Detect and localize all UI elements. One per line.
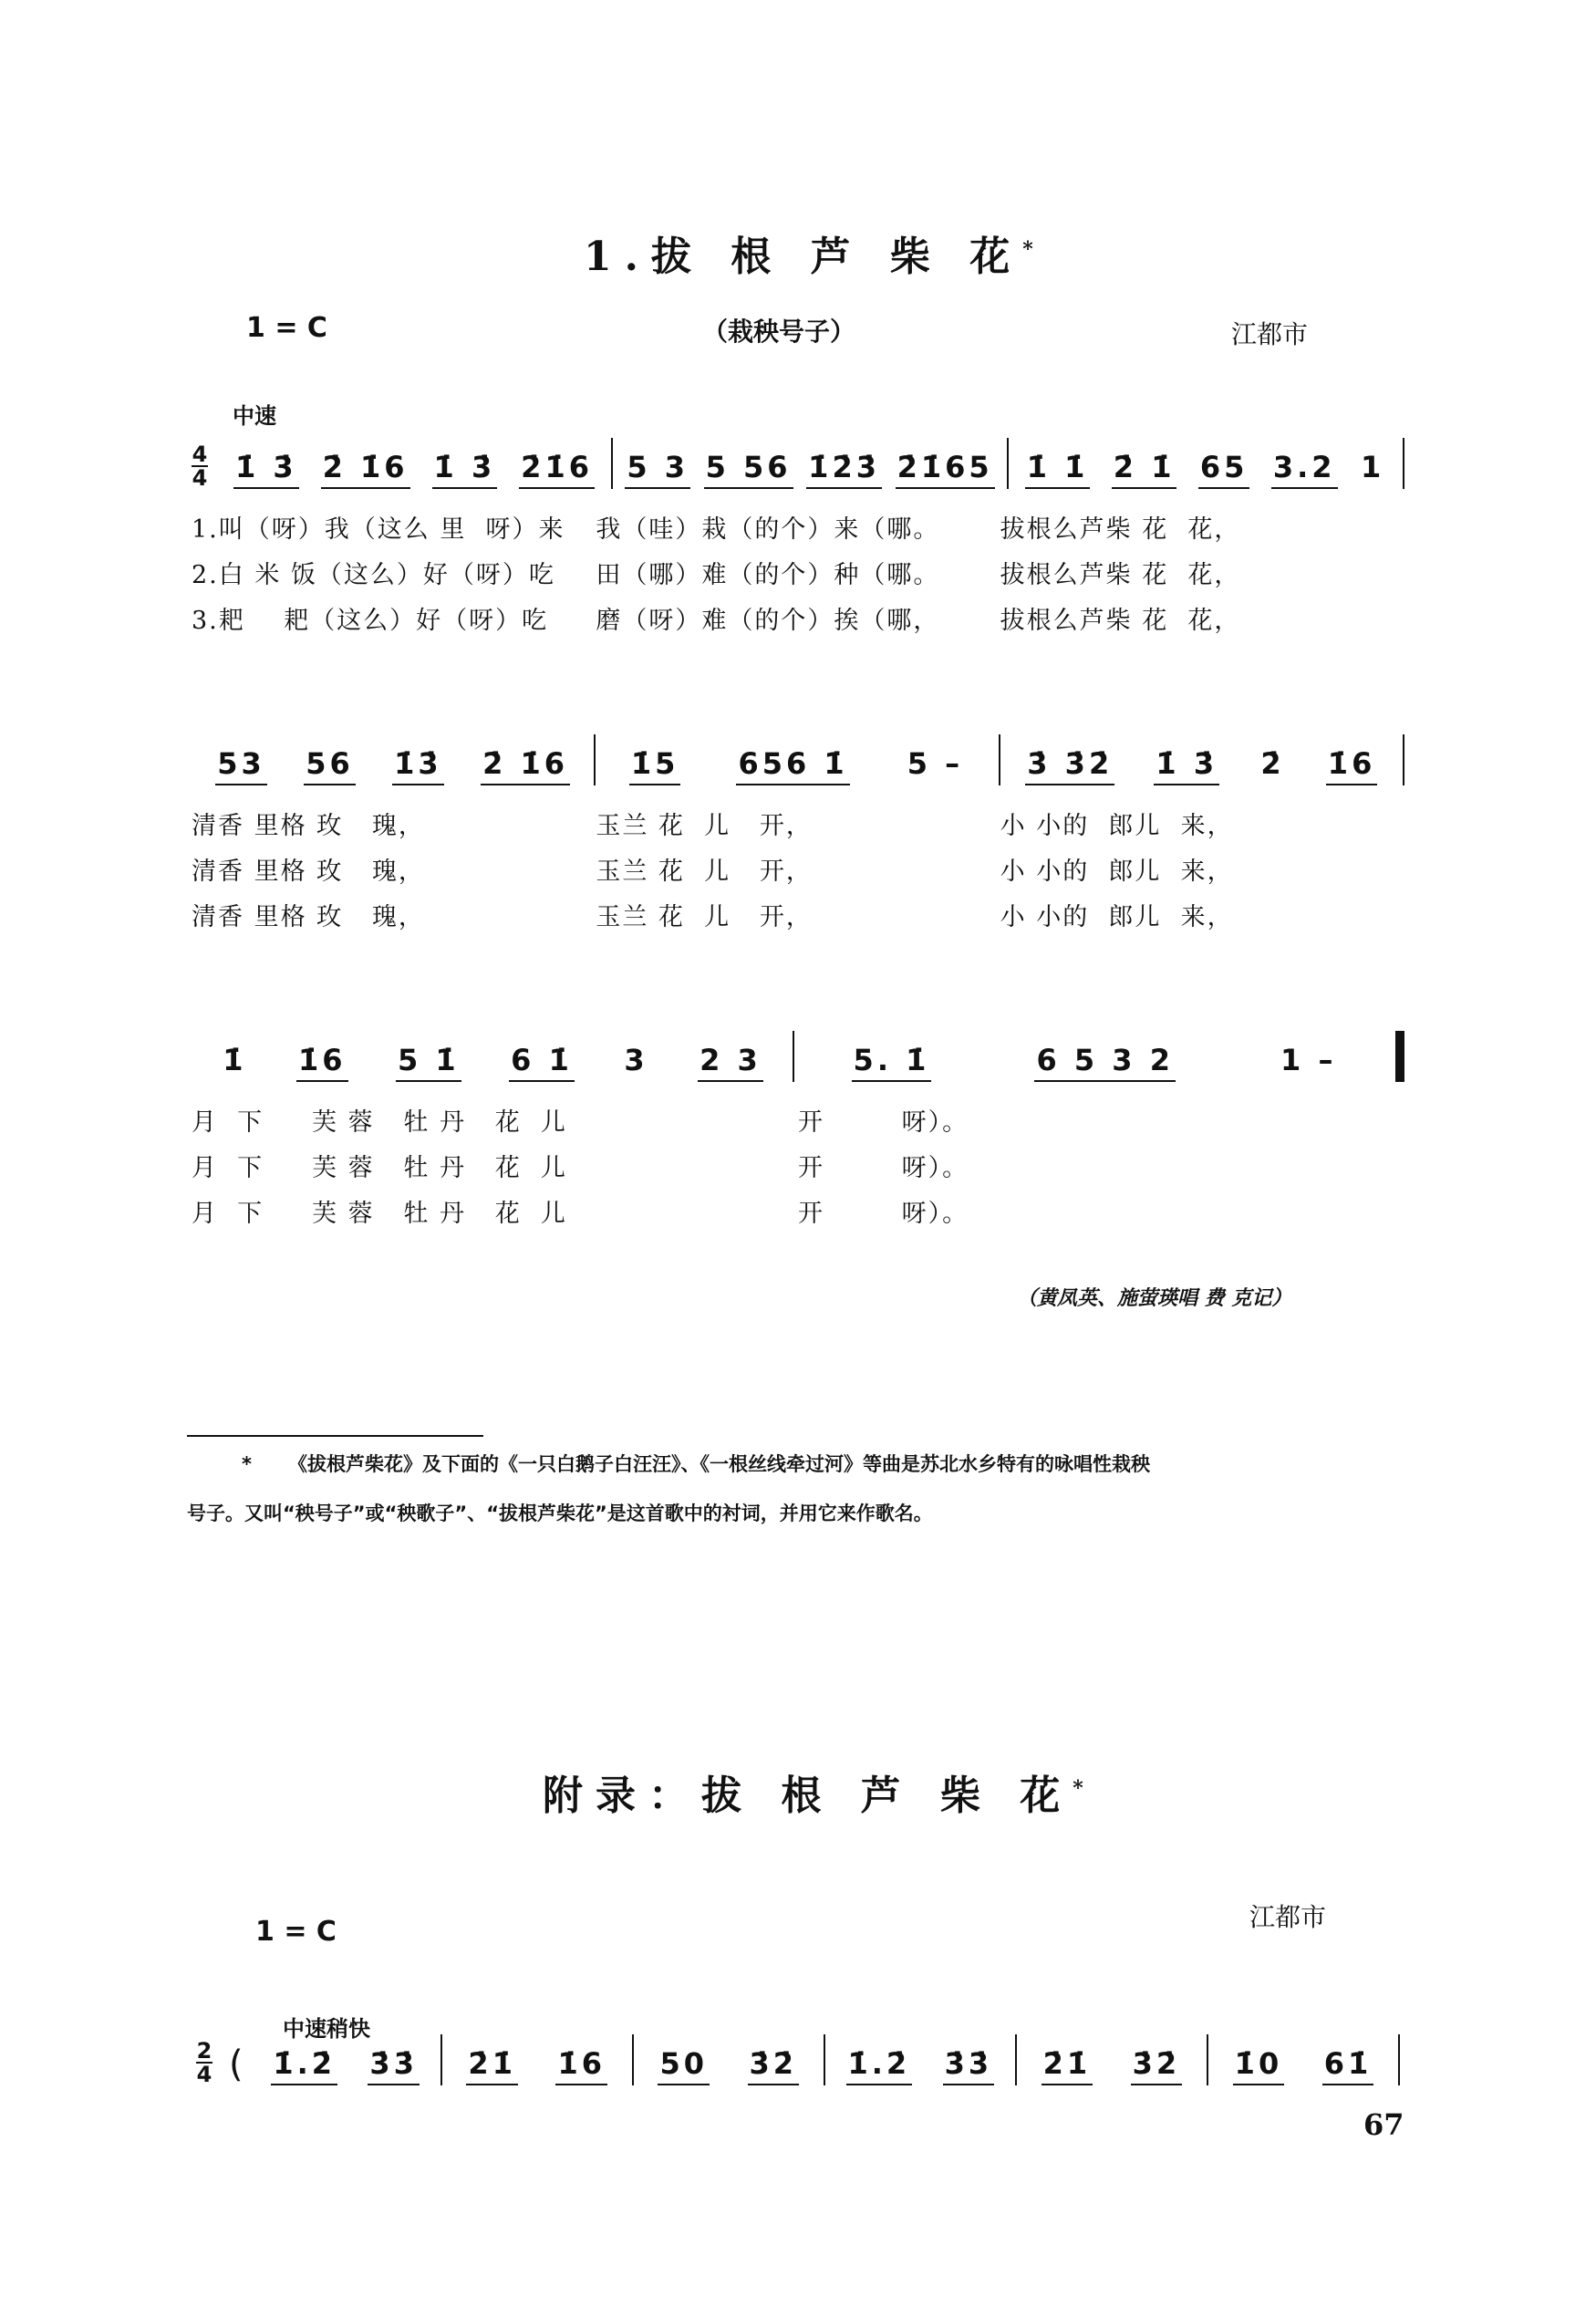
lyric-segment: 清香 里格 玫 瑰， xyxy=(192,812,425,840)
note-group: 1̇.2̇ xyxy=(846,2046,913,2085)
lyric-segment: 玉兰 花 儿 开， xyxy=(596,858,813,886)
measure xyxy=(596,746,998,785)
note-group: 1̇ 3̇ xyxy=(1154,746,1219,785)
measure xyxy=(825,2046,1015,2085)
lyric-segment: 开 呀）。 xyxy=(798,1200,969,1228)
measure xyxy=(251,2046,440,2085)
measure xyxy=(442,2046,632,2085)
note-group: 5. 1̇ xyxy=(852,1043,932,1082)
lyric-segment: 小 小的 郎儿 来， xyxy=(1000,903,1234,931)
note-group: 6 5 3 2 xyxy=(1034,1043,1175,1082)
note-group: 1̇5 xyxy=(629,746,681,785)
song-subtitle: （栽秧号子） xyxy=(702,317,856,347)
footnote-rule xyxy=(187,1435,483,1437)
measure xyxy=(1000,746,1403,785)
appendix-region: 江都市 xyxy=(1249,1902,1327,1932)
measure xyxy=(192,746,594,785)
final-barline xyxy=(1395,1031,1404,1082)
note-group: 5 3 xyxy=(625,450,690,489)
note-group: 2̇1̇ xyxy=(1042,2046,1093,2085)
barline xyxy=(1398,2034,1400,2085)
staff-line xyxy=(192,1031,1404,1082)
measure xyxy=(1009,450,1403,489)
note-group: 5 – xyxy=(907,746,964,781)
note-group: 3̇2̇ xyxy=(748,2046,800,2085)
measure xyxy=(634,2046,824,2085)
lyric-segment: 小 小的 郎儿 来， xyxy=(1000,858,1234,886)
lyric-segment: 磨（呀）难（的个）挨（哪， xyxy=(596,607,940,635)
note-group: 53 xyxy=(215,746,267,785)
lyric-verse-2 xyxy=(192,1148,1404,1183)
time-signature: 4 4 xyxy=(192,442,208,491)
lyric-segment: 小 小的 郎儿 来， xyxy=(1000,812,1234,840)
note-group: 3̇2̇ xyxy=(1131,2046,1183,2085)
note-group: 5 56 xyxy=(704,450,793,489)
lyric-verse-1 xyxy=(192,806,1404,841)
note-group: 65 xyxy=(1198,450,1250,489)
note-group: 6 1̇ xyxy=(509,1043,575,1082)
performer-credit: （黄凤英、施萤瑛唱 费 克记） xyxy=(1017,1286,1292,1310)
staff-line xyxy=(192,734,1404,785)
lyric-verse-2 xyxy=(192,555,1404,590)
barline xyxy=(1403,734,1404,785)
note-group: 2̇ 1̇6 xyxy=(321,450,410,489)
note-group: 3̇3̇ xyxy=(368,2046,420,2085)
key-signature: 1 = C xyxy=(246,312,327,344)
lyric-segment: 清香 里格 玫 瑰， xyxy=(192,858,425,886)
lyric-segment: 月 下 芙 蓉 牡 丹 花 儿 xyxy=(192,1200,567,1228)
lyric-segment: 3.耙 耙（这么）好（呀）吃 xyxy=(192,607,549,635)
lyric-segment: 拔根么芦柴 花 花， xyxy=(1000,515,1241,544)
measure xyxy=(1017,2046,1207,2085)
note-group: 5 1̇ xyxy=(396,1043,461,1082)
note-group: 2̇ 1̇6 xyxy=(481,746,570,785)
note-group: 3̇ 3̇2̇ xyxy=(1025,746,1114,785)
note-group: 2̇1̇6 xyxy=(519,450,595,489)
barline xyxy=(1403,438,1404,489)
lyric-segment: 开 呀）。 xyxy=(798,1154,969,1182)
measure xyxy=(794,1043,1395,1082)
lyric-verse-3 xyxy=(192,1193,1404,1229)
lyric-segment: 开 呀）。 xyxy=(798,1108,969,1137)
page-number: 67 xyxy=(1363,2107,1404,2142)
lyric-segment: 拔根么芦柴 花 花， xyxy=(1000,607,1241,635)
footnote: * 《拔根芦柴花》及下面的《一只白鹅子白汪汪》、《一根丝线牵过河》等曲是苏北水乡特有的咏唱性栽秧 号子。又叫“秧号子”或“秧歌子”、“拔根芦柴花”是这首歌中的衬词，并用它来作歌名。 xyxy=(187,1453,1150,1524)
note-group: 1̇3̇ xyxy=(392,746,444,785)
note-group: 56 xyxy=(304,746,356,785)
note-group: 50 xyxy=(658,2046,710,2085)
appendix-key-signature: 1 = C xyxy=(255,1916,337,1948)
appendix-staff xyxy=(196,2034,1400,2085)
note-group: 1̇0 xyxy=(1233,2046,1285,2085)
appendix-tempo-marking: 中速稍快 xyxy=(283,2016,370,2042)
note-group: 3 xyxy=(624,1043,648,1077)
note-group: 1 – xyxy=(1280,1043,1337,1077)
note-group: 1̇ 3̇ xyxy=(233,450,299,489)
measure xyxy=(1208,2046,1398,2085)
lyric-segment: 我（哇）栽（的个）来（哪。 xyxy=(596,515,940,544)
lyric-verse-1 xyxy=(192,509,1404,545)
lyric-segment: 玉兰 花 儿 开， xyxy=(596,903,813,931)
region: 江都市 xyxy=(1231,319,1309,349)
note-group: 2 3 xyxy=(698,1043,763,1082)
open-parenthesis: ( xyxy=(229,2043,244,2085)
note-group: 61̇ xyxy=(1322,2046,1374,2085)
appendix-title: 附录：拔 根 芦 柴 花* xyxy=(543,1773,1083,1819)
note-group: 1̇.2̇ xyxy=(271,2046,337,2085)
tempo-marking: 中速 xyxy=(233,403,276,429)
note-group: 1̇6 xyxy=(555,2046,607,2085)
measure xyxy=(613,450,1007,489)
note-group: 1̇6 xyxy=(1326,746,1378,785)
measure xyxy=(192,1043,793,1082)
note-group: 1 xyxy=(1360,450,1385,484)
song-title: 1.拔 根 芦 柴 花* xyxy=(584,234,1033,280)
note-group: 1̇6 xyxy=(296,1043,348,1082)
staff-line xyxy=(192,438,1404,489)
note-group: 3.2 xyxy=(1271,450,1338,489)
note-group: 1̇ 3̇ xyxy=(432,450,498,489)
note-group: 1̇ 1̇ xyxy=(1025,450,1091,489)
lyric-segment: 月 下 芙 蓉 牡 丹 花 儿 xyxy=(192,1154,567,1182)
lyric-segment: 玉兰 花 儿 开， xyxy=(596,812,813,840)
lyric-verse-2 xyxy=(192,851,1404,887)
lyric-verse-3 xyxy=(192,897,1404,932)
lyric-segment: 清香 里格 玫 瑰， xyxy=(192,903,425,931)
lyric-segment: 拔根么芦柴 花 花， xyxy=(1000,561,1241,589)
lyric-verse-3 xyxy=(192,600,1404,636)
note-group: 1̇2̇3̇ xyxy=(806,450,882,489)
lyric-segment: 田（哪）难（的个）种（哪。 xyxy=(596,561,940,589)
measure xyxy=(217,450,611,489)
lyric-verse-1 xyxy=(192,1102,1404,1138)
note-group: 3̇3̇ xyxy=(943,2046,995,2085)
note-group: 2̇ 1̇ xyxy=(1112,450,1177,489)
note-group: 1̇ xyxy=(223,1043,247,1077)
lyric-segment: 1.叫（呀）我（这么 里 呀）来 xyxy=(192,515,565,544)
note-group: 2̇1̇ xyxy=(466,2046,518,2085)
lyric-segment: 2.白 米 饭（这么）好（呀）吃 xyxy=(192,561,555,589)
note-group: 656 1̇ xyxy=(736,746,849,785)
note-group: 2̇1̇65 xyxy=(896,450,995,489)
time-signature: 2 4 xyxy=(196,2038,212,2087)
note-group: 2̇ xyxy=(1260,746,1285,781)
lyric-segment: 月 下 芙 蓉 牡 丹 花 儿 xyxy=(192,1108,567,1137)
